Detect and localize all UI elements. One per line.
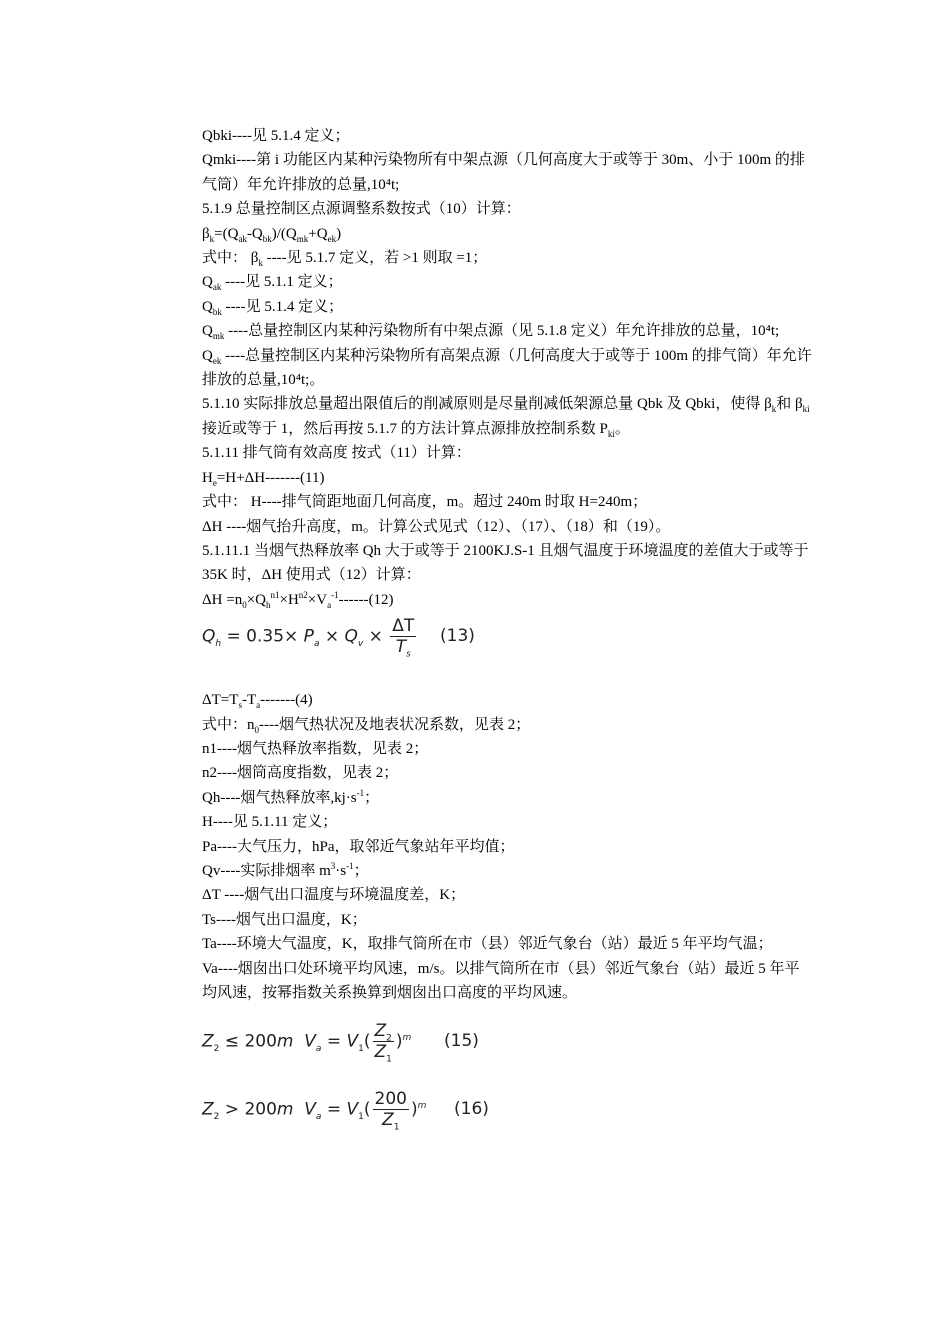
equation-number-15: (15) xyxy=(444,1031,479,1052)
equation-11: $H_e=H+\Delta H-------(11)$ xyxy=(202,469,325,488)
def-qmki: Qmki----第 i 功能区内某种污染物所有中架点源（几何高度大于或等于 30m、小于 100m 的排气筒）年允许排放的总量,10⁴t; xyxy=(202,152,805,193)
def-n2: n2----烟筒高度指数，见表 2； xyxy=(202,765,399,782)
def-h: 式中： H----排气筒距地面几何高度，m。超过 240m 时取 H=240m； xyxy=(202,494,648,511)
def-qmk: $Q_{mk}$ ----总量控制区内某种污染物所有中架点源（见 5.1.8 定义）年允许排放的总量，10⁴t; xyxy=(202,323,780,342)
section-5-1-11: 5.1.11 排气筒有效高度 按式（11）计算： xyxy=(202,445,471,462)
def-beta-k: 式中： $\beta_k$ ----见 5.1.7 定义，若 >1 则取 =1； xyxy=(202,250,488,269)
equation-12: $\Delta H =n_0\times Q_h^{n1}\times H^{n2}\times V_a^{-1}------(12)$ xyxy=(202,589,394,610)
def-n1: n1----烟气热释放率指数，见表 2； xyxy=(202,740,429,757)
def-n0: 式中：$n_0----$烟气热状况及地表状况系数，见表 2； xyxy=(202,716,531,735)
equation-4: $\Delta T=T_s-T_a-------(4)$ xyxy=(202,692,313,711)
def-delta-h: ΔH ----烟气抬升高度，m。计算公式见式（12）、（17）、（18）和（19）。 xyxy=(202,518,671,535)
def-ts: Ts----烟气出口温度，K； xyxy=(202,911,367,928)
equation-number-16: (16) xyxy=(454,1099,489,1120)
formula-13: $Q_h = 0.35\times P_a \times Q_v$ × $\frac{\Delta T}{T_s}$ (13) xyxy=(202,616,475,660)
def-ta: Ta----环境大气温度，K，取排气筒所在市（县）邻近气象台（站）最近 5 年平均气温； xyxy=(202,936,773,953)
def-qek: $Q_{ek}$ ----总量控制区内某种污染物所有高架点源（几何高度大于或等于 100m 的排气筒）年允许排放的总量,10⁴t;。 xyxy=(202,347,812,389)
document-body xyxy=(202,124,814,1139)
def-va: Va----烟囱出口处环境平均风速，m/s。以排气筒所在市（县）邻近气象台（站）最近 5 年平均风速，按幂指数关系换算到烟囱出口高度的平均风速。 xyxy=(202,960,800,1001)
formula-15: $Z_2 \le 200m$ $V_a = V_1$( $\frac{Z_2}{Z_1}$ )$^m$ (15) xyxy=(202,1021,479,1065)
def-delta-t: ΔT ----烟气出口温度与环境温度差，K； xyxy=(202,887,466,904)
def-pa: Pa----大气压力，hPa，取邻近气象站年平均值； xyxy=(202,838,515,855)
fraction-z2-over-z1: $\frac{Z_2}{Z_1}$ xyxy=(374,1021,392,1065)
def-qbk: $Q_{bk}$ ----见 5.1.4 定义； xyxy=(202,298,344,317)
fraction-delta-t-over-ts: $\frac{\Delta T}{T_s}$ xyxy=(392,616,415,660)
def-h-ref: H----见 5.1.11 定义； xyxy=(202,814,338,831)
equation-10: $\beta_k=(Q_{ak}-Q_{bk})/(Q_{mk}+Q_{ek})$ xyxy=(202,225,342,244)
equation-number-13: (13) xyxy=(440,626,475,647)
def-qak: $Q_{ak}$ ----见 5.1.1 定义； xyxy=(202,274,343,293)
def-qh: Qh----烟气热释放率$,kj\cdot s^{-1}$； xyxy=(202,787,380,806)
def-qv: Qv----实际排烟率 $m^3\cdot s^{-1}$； xyxy=(202,860,369,879)
section-5-1-10: 5.1.10 实际排放总量超出限值后的削减原则是尽量削减低架源总量 Qbk 及 Qbki，使得 $\beta_k$和 $\beta_{ki}$接近或等于 1，然后再按 5.1.7 的方法计算点源排放控制系数 $P_{ki}$。 xyxy=(202,396,810,439)
fraction-200-over-z1: $\frac{200}{Z_1}$ xyxy=(374,1089,407,1133)
formula-16: $Z_2 > 200m$ $V_a = V_1$( $\frac{200}{Z_1}$ )$^m$ (16) xyxy=(202,1089,489,1133)
section-5-1-9: 5.1.9 总量控制区点源调整系数按式（10）计算： xyxy=(202,201,521,218)
def-qbki: Qbki----见 5.1.4 定义； xyxy=(202,128,350,144)
section-5-1-11-1: 5.1.11.1 当烟气热释放率 Qh 大于或等于 2100KJ.S-1 且烟气温度于环境温度的差值大于或等于 35K 时，ΔH 使用式（12）计算： xyxy=(202,542,809,584)
